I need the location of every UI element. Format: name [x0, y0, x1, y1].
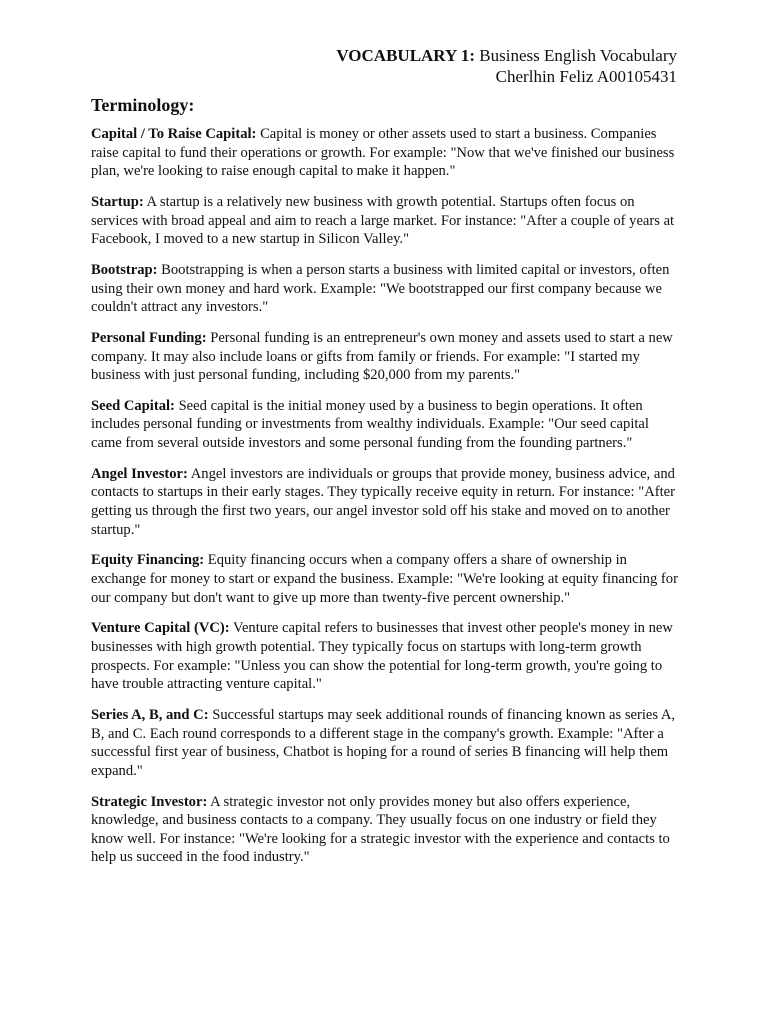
entry-definition: Seed capital is the initial money used by a business to begin operations. It often includes personal funding or investments from wealthy individuals. Example: "Our seed capital came from several outside investors and some personal funding from the founding partners." [91, 397, 649, 452]
entry-term: Equity Financing: [91, 552, 205, 569]
header-title-label: VOCABULARY 1: [336, 46, 476, 65]
entry-term: Startup: [91, 193, 144, 210]
entry-term: Strategic Investor: [91, 793, 208, 810]
header-title-line [336, 45, 677, 66]
section-title: Terminology: [91, 95, 195, 115]
entry-term: Bootstrap: [91, 261, 158, 278]
entry-definition: Successful startups may seek additional rounds of financing known as series A, B, and C. Each round corresponds to a different stage in the company's growth. Example: "After a successful first year of business, Chatbot is hoping for a round of series B financing will help them expand." [91, 706, 676, 779]
header-author: Cherlhin Feliz A00105431 [495, 67, 677, 86]
terminology-entry [91, 397, 681, 453]
document-header [336, 45, 677, 87]
entry-term: Venture Capital (VC): [91, 620, 230, 637]
terminology-entry [91, 706, 681, 780]
entry-term: Personal Funding: [91, 329, 207, 346]
terminology-entry [91, 193, 681, 249]
header-title-text: Business English Vocabulary [475, 46, 677, 65]
entry-term: Series A, B, and C: [91, 706, 209, 723]
entry-definition: Personal funding is an entrepreneur's own money and assets used to start a new company. It may also include loans or gifts from family or friends. For example: "I started my business with just personal funding, including $20,000 from my parents." [91, 329, 673, 384]
terminology-entry [91, 261, 681, 317]
entry-definition: A strategic investor not only provides money but also offers experience, knowledge, and business contacts to a company. They usually focus on one industry or field they know well. For instance: "We're looking for a strategic investor with the experience and contacts to help us succeed in the food industry." [91, 793, 670, 866]
entry-term: Angel Investor: [91, 465, 188, 482]
entry-definition: Bootstrapping is when a person starts a business with limited capital or investors, often using their own money and hard work. Example: "We bootstrapped our first company because we couldn't attract any investors." [91, 261, 670, 316]
entry-definition: Venture capital refers to businesses that invest other people's money in new businesses with high growth potential. They typically focus on startups with long-term growth prospects. For example: "Unless you can show the potential for long-term growth, you're going to have trouble attracting venture capital." [91, 620, 673, 693]
terminology-entry [91, 619, 681, 693]
terminology-entry [91, 329, 681, 385]
terminology-entry [91, 125, 681, 181]
entry-definition: A startup is a relatively new business with growth potential. Startups often focus on services with broad appeal and aim to reach a large market. For instance: "After a couple of years at Facebook, I moved to a new startup in Silicon Valley." [91, 193, 675, 248]
entry-definition: Equity financing occurs when a company offers a share of ownership in exchange for money to start or expand the business. Example: "We're looking at equity financing for our company but don't want to give up more than twenty-five percent ownership." [91, 552, 678, 606]
terminology-entry [91, 551, 681, 607]
entry-term: Capital / To Raise Capital: [91, 126, 257, 142]
terminology-list [91, 125, 681, 879]
terminology-entry [91, 465, 681, 539]
entry-term: Seed Capital: [91, 397, 175, 414]
terminology-entry [91, 793, 681, 867]
entry-definition: Capital is money or other assets used to start a business. Companies raise capital to fund their operations or growth. For example: "Now that we've finished our business plan, we're looking to raise enough capital to make it happen." [91, 126, 675, 180]
entry-definition: Angel investors are individuals or groups that provide money, business advice, and contacts to startups in their early stages. They typically receive equity in return. For instance: "After getting us through the first two years, our angel investor sold off his stake and moved on to another startup." [91, 465, 675, 538]
